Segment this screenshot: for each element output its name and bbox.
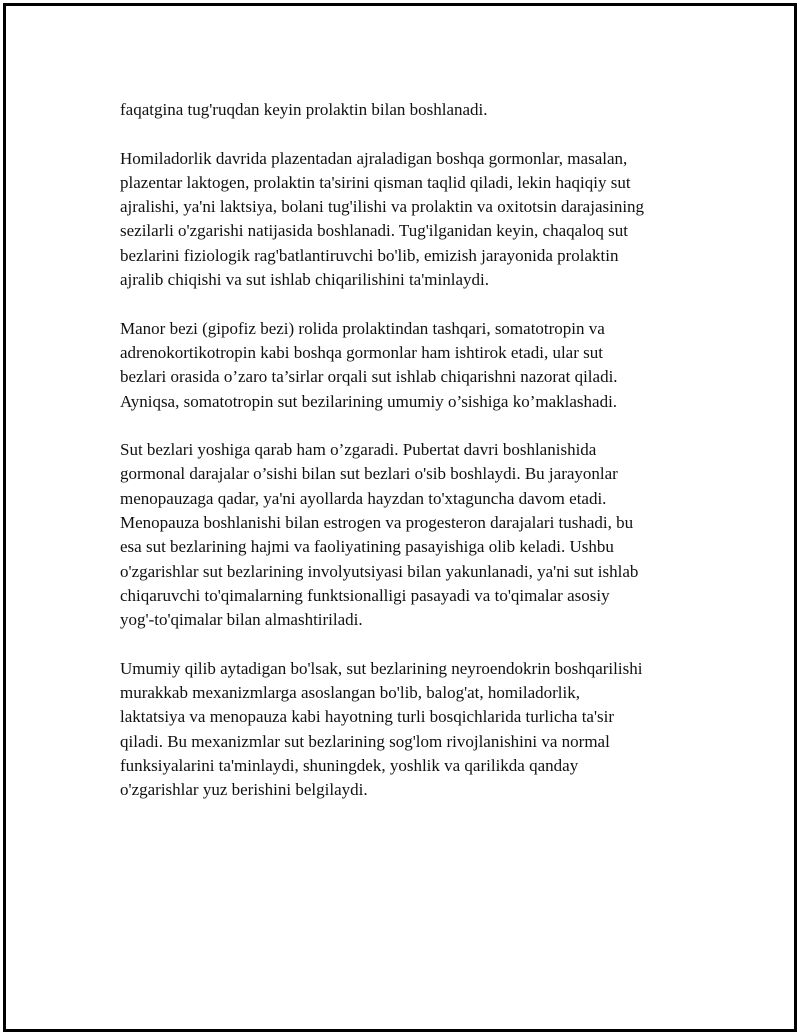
paragraph-1 xyxy=(120,98,700,122)
text-line: chiqaruvchi to'qimalarning funktsionalligi pasayadi va to'qimalar asosiy xyxy=(120,585,610,605)
text-line: o'zgarishlar yuz berishini belgilaydi. xyxy=(120,780,368,800)
text-line: menopauzaga qadar, ya'ni ayollarda hayzdan to'xtaguncha davom etadi. xyxy=(120,488,607,508)
text-line: laktatsiya va menopauza kabi hayotning turli bosqichlarida turlicha ta'sir xyxy=(120,707,615,727)
text-line: yog'-to'qimalar bilan almashtiriladi. xyxy=(120,610,363,630)
text-line: sezilarli o'zgarishi natijasida boshlanadi. Tug'ilganidan keyin, chaqaloq sut xyxy=(120,221,628,241)
text-line: adrenokortikotropin kabi boshqa gormonlar ham ishtirok etadi, ular sut xyxy=(120,342,603,362)
text-line: Sut bezlari yoshiga qarab ham o’zgaradi. Pubertat davri boshlanishida xyxy=(120,440,597,460)
text-line: murakkab mexanizmlarga asoslangan bo'lib, balog'at, homiladorlik, xyxy=(120,683,580,703)
text-line: faqatgina tug'ruqdan keyin prolaktin bilan boshlanadi. xyxy=(120,100,488,119)
paragraph-2 xyxy=(120,147,700,293)
text-line: Umumiy qilib aytadigan bo'lsak, sut bezlarining neyroendokrin boshqarilishi xyxy=(120,658,643,678)
paragraph-5 xyxy=(120,657,700,803)
text-line: esa sut bezlarining hajmi va faoliyatining pasayishiga olib keladi. Ushbu xyxy=(120,537,614,557)
text-line: qiladi. Bu mexanizmlar sut bezlarining sog'lom rivojlanishini va normal xyxy=(120,731,610,751)
text-line: plazentar laktogen, prolaktin ta'sirini qisman taqlid qiladi, lekin haqiqiy sut xyxy=(120,172,631,192)
page-frame xyxy=(3,3,797,1032)
text-line: Menopauza boshlanishi bilan estrogen va progesteron darajalari tushadi, bu xyxy=(120,513,634,533)
text-line: funksiyalarini ta'minlaydi, shuningdek, yoshlik va qarilikda qanday xyxy=(120,756,579,776)
text-line: gormonal darajalar o’sishi bilan sut bezlari o'sib boshlaydi. Bu jarayonlar xyxy=(120,464,618,484)
text-line: ajralib chiqishi va sut ishlab chiqarilishini ta'minlaydi. xyxy=(120,270,489,290)
paragraph-3 xyxy=(120,317,700,414)
text-line: ajralishi, ya'ni laktsiya, bolani tug'ilishi va prolaktin va oxitotsin darajasining xyxy=(120,197,645,217)
text-line: o'zgarishlar sut bezlarining involyutsiyasi bilan yakunlanadi, ya'ni sut ishlab xyxy=(120,561,639,581)
paragraph-4 xyxy=(120,438,700,632)
text-line: bezlari orasida o’zaro ta’sirlar orqali sut ishlab chiqarishni nazorat qiladi. xyxy=(120,367,618,387)
text-line: Manor bezi (gipofiz bezi) rolida prolaktindan tashqari, somatotropin va xyxy=(120,318,605,338)
text-line: Homiladorlik davrida plazentadan ajraladigan boshqa gormonlar, masalan, xyxy=(120,148,628,168)
text-line: Ayniqsa, somatotropin sut bezilarining umumiy o’sishiga ko’maklashadi. xyxy=(120,391,618,411)
document-body xyxy=(120,98,700,827)
text-line: bezlarini fiziologik rag'batlantiruvchi bo'lib, emizish jarayonida prolaktin xyxy=(120,245,619,265)
